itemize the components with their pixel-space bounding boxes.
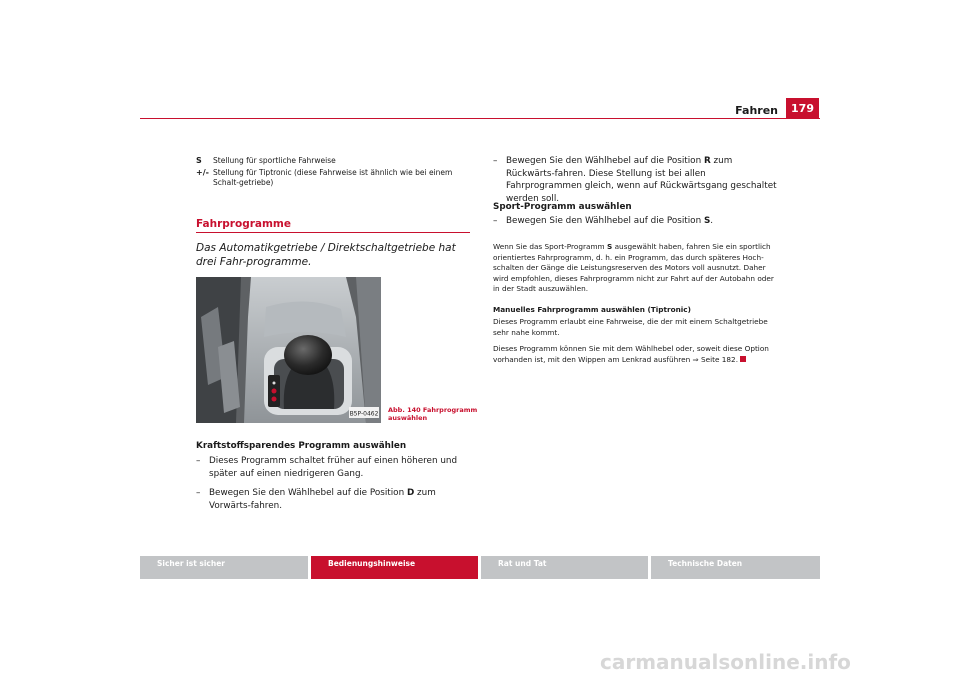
dash-marker: – (196, 488, 201, 498)
legend-text: Stellung für Tiptronic (diese Fahrweise ist ähnlich wie bei einem Schalt-getriebe) (213, 168, 453, 187)
sport-item (493, 215, 778, 228)
figure-caption (388, 406, 477, 422)
tiptronic-paragraph: Dieses Programm erlaubt eine Fahrweise, die der mit einem Schaltgetriebe sehr nahe kommt. (493, 317, 768, 337)
gear-selector-illustration (196, 277, 381, 423)
dash-marker: – (196, 456, 201, 466)
tiptronic-heading: Manuelles Fahrprogramm auswählen (Tiptronic) (493, 305, 691, 314)
page-number: 179 (786, 98, 819, 118)
economy-item-1-text: Dieses Programm schaltet früher auf einen höheren und später auf einen niedrigeren Gang. (209, 456, 458, 479)
reverse-item (493, 155, 778, 205)
header-rule (140, 118, 820, 119)
section-heading: Fahrprogramme (196, 218, 291, 230)
gear-selector-photo (196, 277, 381, 423)
sport-heading: Sport-Programm auswählen (493, 202, 632, 212)
footer-tab-tips[interactable]: Rat und Tat (481, 556, 648, 579)
economy-heading: Kraftstoffsparendes Programm auswählen (196, 441, 407, 451)
legend-key: +/- (196, 168, 209, 177)
footer-tab-technical-data[interactable]: Technische Daten (651, 556, 820, 579)
dash-marker: – (493, 216, 498, 226)
sport-item-text: Bewegen Sie den Wählhebel auf die Position S. (506, 216, 714, 226)
legend-key: S (196, 156, 202, 165)
figure-caption-line1: Abb. 140 Fahrprogramm (388, 406, 478, 414)
watermark: carmanualsonline.info (600, 650, 851, 674)
footer-tab-safety[interactable]: Sicher ist sicher (140, 556, 308, 579)
economy-item-2-text: Bewegen Sie den Wählhebel auf die Position D zum Vorwärts-fahren. (209, 488, 436, 511)
dash-marker: – (493, 156, 498, 166)
legend-text: Stellung für sportliche Fahrweise (213, 156, 336, 165)
section-rule (196, 232, 470, 233)
running-header-title: Fahren (735, 104, 778, 117)
tiptronic-paddles-paragraph: Dieses Programm können Sie mit dem Wählhebel oder, soweit diese Option vorhanden ist, mit den Wippen am Lenkrad ausführen ⇒ Seite 182. (493, 344, 769, 364)
economy-item-1 (196, 455, 476, 480)
footer-tab-operation[interactable]: Bedienungshinweise (311, 556, 478, 579)
sport-paragraph: Wenn Sie das Sport-Programm S ausgewählt haben, fahren Sie ein sportlich orientiertes Fahrprogramm, d. h. ein Programm, das durch späteres Hoch-schalten der Gänge die Leistungsreserven des Motors voll ausnutzt. Daher wird empfohlen, dieses Fahrprogramm nicht zur Fahrt auf der Autobahn oder in der Stadt auszuwählen. (493, 242, 774, 293)
photo-code-label: B5P-0462 (349, 410, 379, 418)
economy-item-2 (196, 487, 476, 512)
figure-caption-line2: auswählen (388, 414, 428, 422)
section-end-icon (740, 356, 746, 362)
reverse-item-text: Bewegen Sie den Wählhebel auf die Position R zum Rückwärts-fahren. Diese Stellung ist bei allen Fahrprogrammen gleich, wenn auf Rückwärtsgang geschaltet werden soll. (506, 156, 777, 204)
section-subtitle: Das Automatikgetriebe / Direktschaltgetriebe hat drei Fahr-programme. (196, 242, 456, 268)
